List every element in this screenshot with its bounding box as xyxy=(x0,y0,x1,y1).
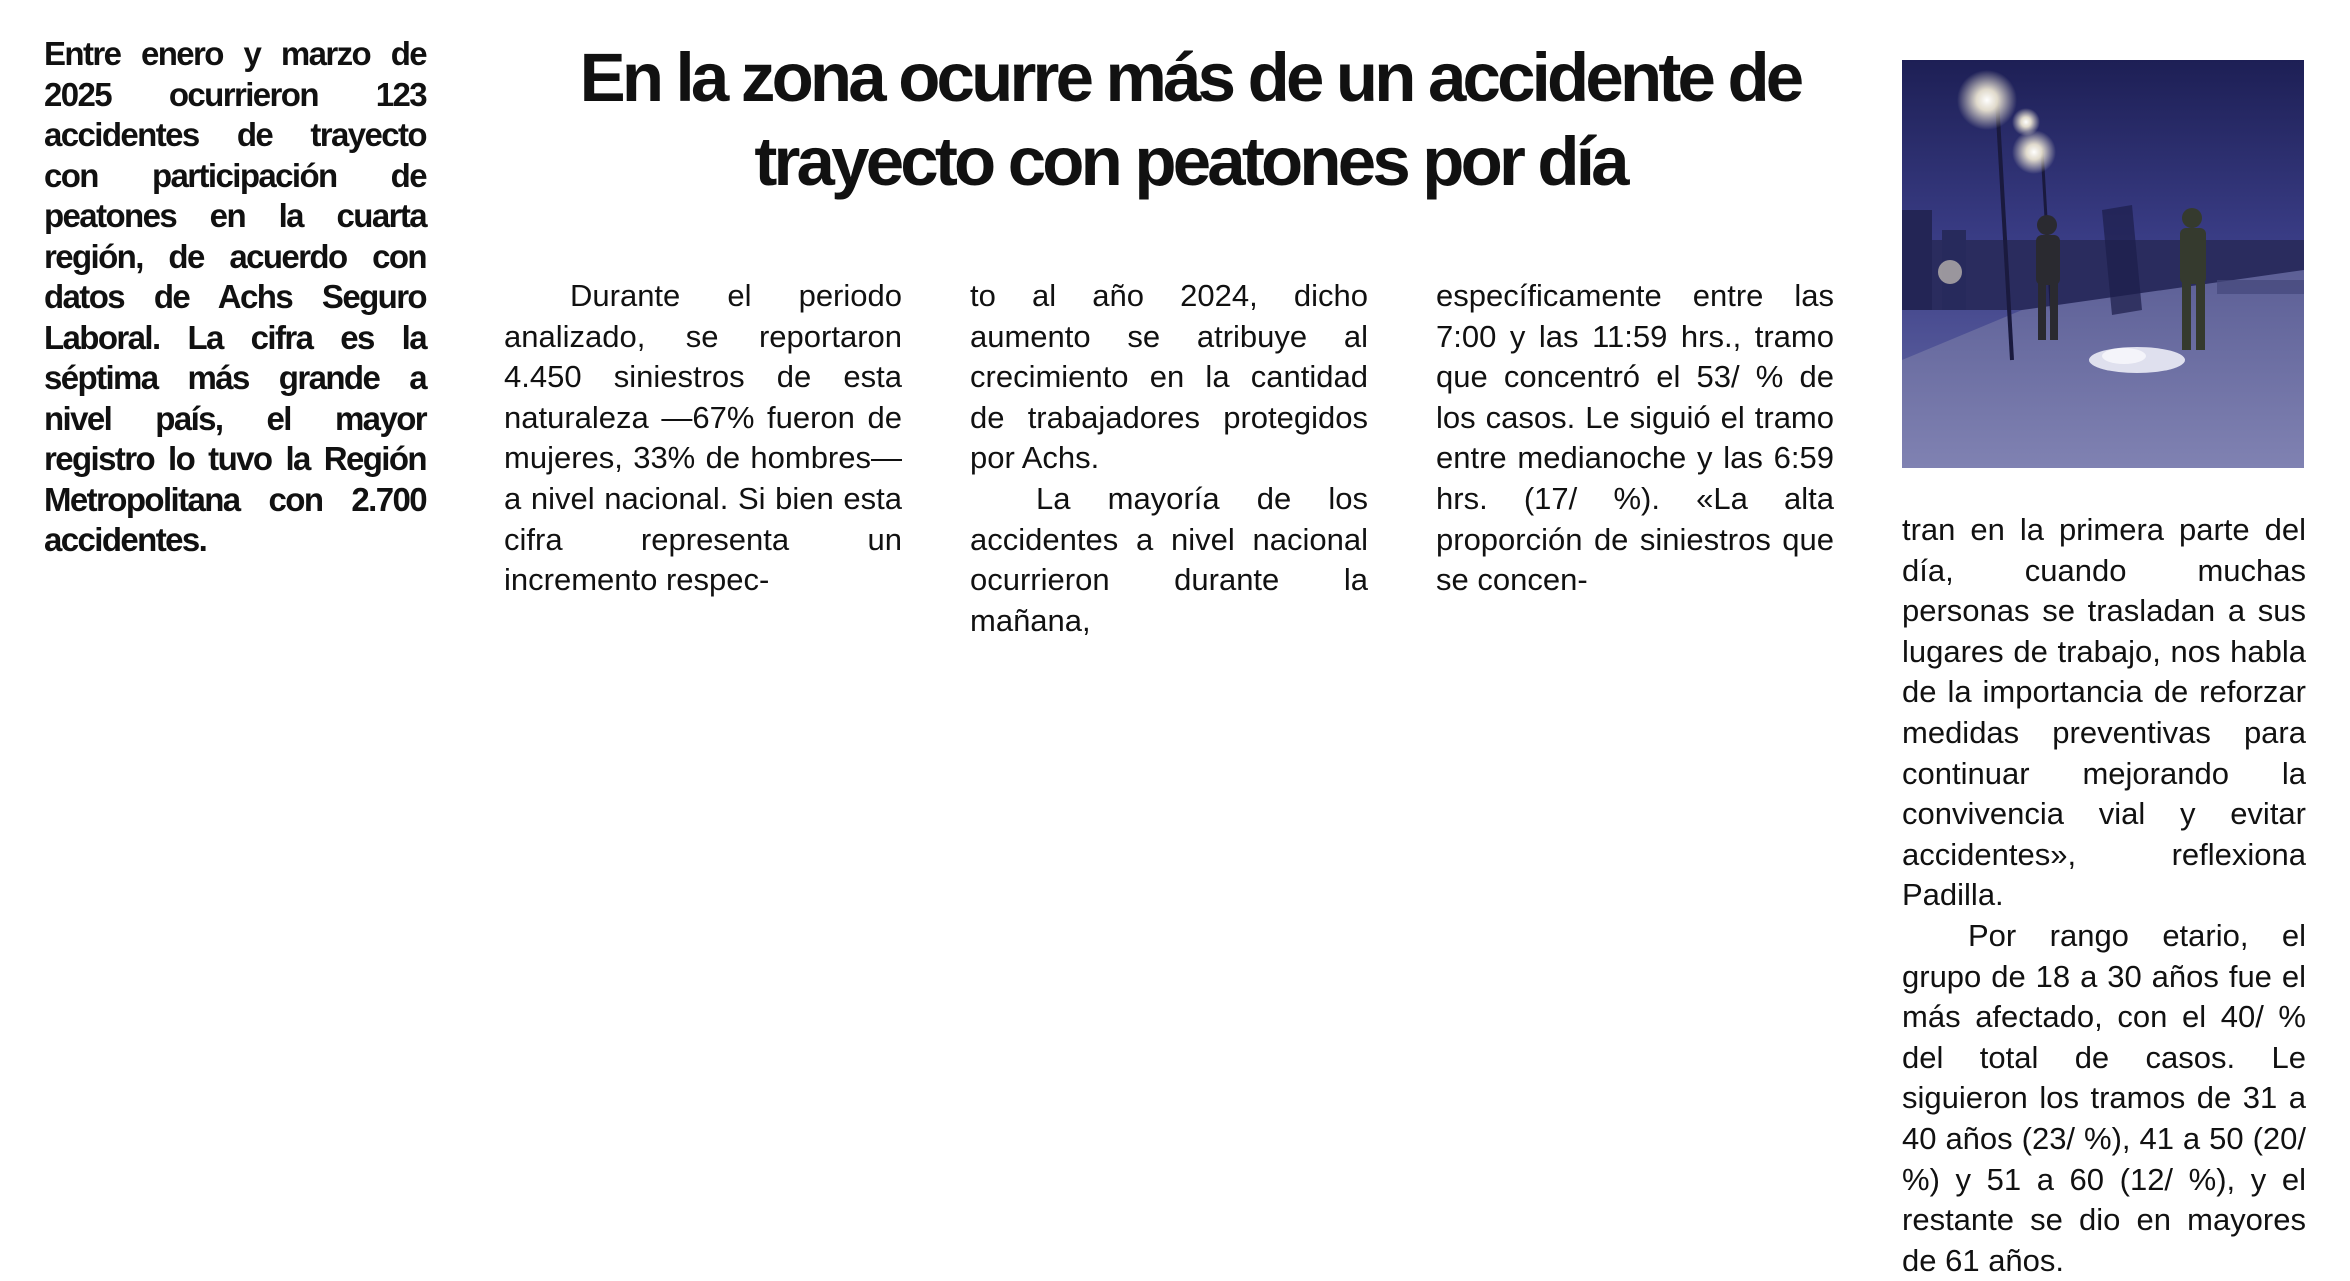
paragraph: La mayoría de los accidentes a nivel nacional ocurrieron durante la mañana, xyxy=(970,480,1368,638)
night-accident-scene-photo xyxy=(1902,60,2304,468)
headline: En la zona ocurre más de un accidente de trayecto con peatones por día xyxy=(579,39,1801,200)
lead-summary: Entre enero y marzo de 2025 ocurrieron 123 accidentes de trayecto con participación de peatones en la cuarta región, de acuerdo con datos de Achs Seguro Laboral. La cifra es la séptima más grande a nivel país, el mayor registro lo tuvo la Región Metropolitana con 2.700 accidentes. xyxy=(44,35,426,558)
article-column-3 xyxy=(1436,276,1834,601)
article-column-2 xyxy=(970,276,1368,641)
paragraph: específicamente entre las 7:00 y las 11:59 hrs., tramo que concentró el 53/ % de los casos. Le siguió el tramo entre medianoche y las 6:59 hrs. (17/ %). «La alta proporción de siniestros que se concen- xyxy=(1436,278,1834,598)
article-column-1 xyxy=(504,276,902,601)
paragraph: Durante el periodo analizado, se reportaron 4.450 siniestros de esta naturaleza —67% fueron de mujeres, 33% de hombres— a nivel nacional. Si bien esta cifra representa un incremento respec- xyxy=(504,278,902,598)
article-column-4 xyxy=(1902,510,2306,1281)
photo-illustration xyxy=(1902,60,2304,468)
paragraph: to al año 2024, dicho aumento se atribuye al crecimiento en la cantidad de trabajadores protegidos por Achs. xyxy=(970,278,1368,476)
paragraph: Por rango etario, el grupo de 18 a 30 años fue el más afectado, con el 40/ % del total de casos. Le siguieron los tramos de 31 a 40 años (23/ %), 41 a 50 (20/ %) y 51 a 60 (12/ %), y el restante se dio en mayores de 61 años. xyxy=(1902,917,2306,1278)
paragraph: tran en la primera parte del día, cuando muchas personas se trasladan a sus lugares de trabajo, nos habla de la importancia de reforzar medidas preventivas para continuar mejorando la convivencia vial y evitar accidentes», reflexiona Padilla. xyxy=(1902,512,2306,913)
